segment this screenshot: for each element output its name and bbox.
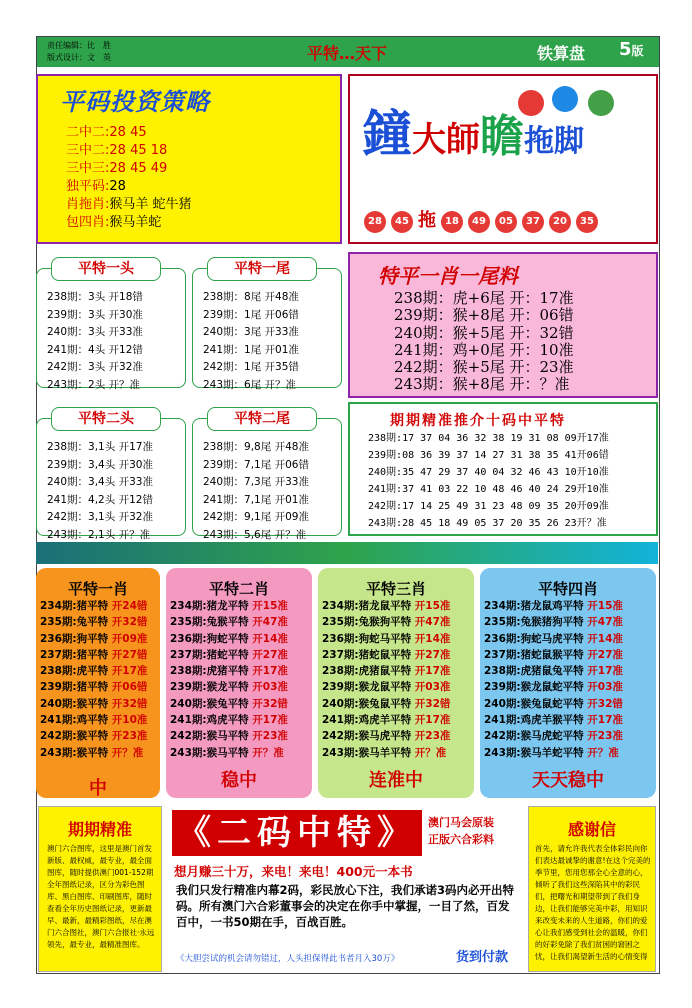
strategy-key: 三中二:: [66, 143, 110, 158]
list-item: 242期：1尾 开35错: [203, 361, 299, 373]
list-item: 239期：猴+8尾 开：06错: [394, 306, 574, 325]
bottom-left-title: 期期精准: [67, 820, 132, 839]
table-row: [170, 614, 288, 630]
table-row: [484, 712, 623, 728]
list-item: 239期：3头 开30准: [47, 308, 143, 321]
row-result: 开17准: [414, 665, 451, 678]
number-ball: 20: [549, 211, 571, 233]
master-logo: 鐘大師瞻拖脚: [362, 105, 584, 163]
row-label: 237期:猪蛇平特: [170, 648, 249, 661]
zodiac-tail-list: [394, 290, 574, 394]
strategy-value: 28 45 18: [109, 143, 168, 158]
table-row: [40, 631, 147, 647]
row-label: 242期:猴马平特: [170, 730, 249, 743]
row-result: 开14准: [414, 632, 451, 645]
list-item: 241期:37 41 03 22 10 48 46 40 24 29开10准: [368, 484, 609, 495]
row-result: 开03准: [252, 681, 288, 694]
table-row: [40, 647, 147, 663]
list-item: 241期：鸡+0尾 开：10准: [394, 340, 574, 359]
row-result: 开14准: [252, 632, 288, 645]
table-row: [484, 663, 623, 679]
row-label: 235期:兔猴狗平特: [322, 616, 412, 629]
ten-code-box: [348, 402, 658, 536]
table-row: [322, 712, 450, 728]
list-item: 243期：5,6尾 开？准: [203, 528, 307, 541]
row-label: 236期:狗蛇马虎平特: [484, 632, 584, 645]
row-result: 开47准: [252, 616, 288, 629]
strategy-key: 独平码:: [66, 179, 110, 194]
row-label: 242期:猴马虎平特: [322, 730, 412, 743]
row-result: 开23准: [587, 730, 623, 743]
divider-stripe: [36, 542, 658, 564]
row-label: 243期:猴马羊平特: [322, 746, 412, 759]
row-label: 237期:猪蛇鼠平特: [322, 648, 412, 661]
row-result: 开23准: [252, 730, 288, 743]
strategy-row: [66, 160, 192, 178]
list-item: 241期：1尾 开01准: [203, 343, 299, 356]
table-row: [322, 631, 450, 647]
row-result: 开10准: [111, 714, 148, 727]
table-row: [484, 647, 623, 663]
green-ball-icon: [588, 90, 614, 116]
pt-two-head-title: 平特二头: [51, 407, 161, 431]
row-result: 开03准: [587, 681, 623, 694]
list-item: 242期：猴+5尾 开：23准: [394, 358, 574, 377]
table-row: [170, 712, 288, 728]
list-item: 242期：3,1头 开32准: [47, 511, 153, 523]
bottom-left-box: [38, 806, 162, 972]
list-item: 241期：7,1尾 开01准: [203, 493, 309, 506]
pt-tail-list: [203, 289, 299, 394]
list-item: 240期：猴+5尾 开：32错: [394, 323, 574, 342]
row-label: 238期:虎猪平特: [170, 665, 249, 678]
list-item: 238期：9,8尾 开48准: [203, 441, 309, 453]
credits: [47, 40, 111, 64]
row-label: 239期:猴龙鼠平特: [322, 681, 412, 694]
list-item: 243期：6尾 开？准: [203, 378, 297, 391]
row-label: 235期:兔猴猪狗平特: [484, 616, 584, 629]
master-box: [348, 74, 658, 244]
two-code-banner: 《二码中特》: [172, 810, 422, 856]
row-label: 239期:猴龙鼠蛇平特: [484, 681, 584, 694]
header-bar: [37, 37, 659, 67]
strategy-box: [36, 74, 342, 244]
zodiac-column: [318, 568, 474, 798]
table-row: [484, 614, 623, 630]
pt-head-title: 平特一头: [51, 257, 161, 281]
row-result: 开17准: [587, 714, 623, 727]
number-ball: 35: [576, 211, 598, 233]
number-ball: 28: [364, 211, 386, 233]
list-item: 243期：2,1头 开？准: [47, 528, 151, 541]
number-ball: 37: [522, 211, 544, 233]
list-item: 238期：3,1头 开17准: [47, 441, 153, 453]
zodiac-column-list: [484, 598, 623, 761]
pt-head-list: [47, 289, 143, 394]
row-label: 242期:猴平特: [40, 730, 109, 743]
row-result: 开27准: [587, 648, 623, 661]
table-row: [40, 728, 147, 744]
list-item: 243期:28 45 18 49 05 37 20 35 26 23开？准: [368, 518, 607, 529]
row-label: 238期:虎猪鼠平特: [322, 665, 412, 678]
list-item: 240期：3,4头 开33准: [47, 476, 153, 488]
pt-head-box: [36, 261, 186, 391]
row-result: 开？准: [587, 746, 619, 759]
list-item: 240期:35 47 29 37 40 04 32 46 43 10开10准: [368, 467, 609, 478]
table-row: [322, 696, 450, 712]
list-item: 240期：3尾 开33准: [203, 326, 299, 338]
table-row: [322, 598, 450, 614]
zodiac-column-title: 平特四肖: [537, 580, 598, 598]
list-item: 239期：7,1尾 开06错: [203, 458, 309, 471]
row-result: 开06错: [111, 681, 148, 694]
row-label: 235期:兔平特: [40, 616, 109, 629]
row-label: 240期:猴兔鼠平特: [322, 697, 412, 710]
row-label: 238期:虎平特: [40, 665, 109, 678]
row-result: 开？准: [414, 746, 447, 759]
list-item: 243期：猴+8尾 开：？准: [394, 375, 570, 394]
row-label: 243期:猴马平特: [170, 746, 249, 759]
table-row: [40, 614, 147, 630]
list-item: 238期：虎+6尾 开：17准: [394, 289, 574, 307]
header-brand: 铁算盘: [537, 44, 586, 63]
zodiac-tail-title: 特平一肖一尾料: [378, 264, 518, 288]
strategy-value: 猴马羊蛇: [109, 215, 162, 230]
table-row: [170, 598, 288, 614]
bottom-left-text: 澳门六合图库，这里是澳门首发新版、最权威，最专业，最全面图库，随时提供澳门001-152期全年图纸记录，区分为彩色图库、黑白图库、印刷图库，随时查看全年历史图纸记录，更新最早、最新，最精彩图纸，尽在澳门六合图社，澳门六合报社·永远领先，最专业，最精准图库。: [47, 844, 155, 949]
zodiac-column-title: 平特二肖: [208, 580, 269, 598]
ad-side-text: 澳门马会原装 正版六合彩料: [428, 816, 494, 846]
table-row: [484, 598, 623, 614]
list-item: 238期：3头 开18错: [47, 291, 143, 303]
zodiac-column-title: 平特一肖: [67, 580, 128, 598]
row-result: 开27准: [252, 648, 288, 661]
pt-two-head-box: [36, 411, 186, 541]
ten-code-title: 期期精准推介十码中平特: [390, 413, 566, 429]
list-item: 238期:17 37 04 36 32 38 19 31 08 09开17准: [368, 433, 609, 444]
row-label: 234期:猪龙鼠鸡平特: [484, 600, 584, 612]
row-result: 开17准: [587, 665, 623, 678]
table-row: [170, 696, 288, 712]
row-label: 238期:虎猪鼠兔平特: [484, 665, 584, 678]
pt-two-tail-box: [192, 411, 342, 541]
row-label: 240期:猴平特: [40, 697, 109, 710]
table-row: [40, 663, 147, 679]
row-label: 240期:猴兔鼠蛇平特: [484, 697, 584, 710]
designer-credit: 版式设计：文 英: [47, 53, 111, 62]
row-result: 开？准: [111, 746, 144, 759]
row-label: 234期:猪龙平特: [170, 600, 249, 612]
zodiac-column-title: 平特三肖: [365, 580, 426, 598]
table-row: [170, 679, 288, 695]
table-row: [40, 745, 147, 761]
zodiac-column: [166, 568, 312, 798]
list-item: 239期:08 36 39 37 14 27 31 38 35 41开06错: [368, 450, 609, 461]
tuo-label: 拖: [418, 210, 436, 231]
ad-paragraph: 我们只发行精准内幕2码，彩民放心下注，我们承诺3码内必开出特码。所有澳门六合彩董事会的决定在你手中掌握，一目了然，百发百中，一书50期在手，百战百胜。: [176, 883, 514, 929]
zodiac-column-list: [322, 598, 450, 761]
number-ball: 45: [391, 211, 413, 233]
row-result: 开23准: [111, 730, 148, 743]
table-row: [322, 679, 450, 695]
row-label: 239期:猴龙平特: [170, 681, 249, 694]
list-item: 242期：9,1尾 开09准: [203, 511, 309, 523]
row-result: 开17准: [252, 665, 288, 678]
table-row: [484, 696, 623, 712]
table-row: [40, 598, 147, 614]
row-result: 开32错: [111, 697, 148, 710]
row-result: 开15准: [587, 600, 623, 612]
row-label: 236期:狗蛇马平特: [322, 632, 412, 645]
zodiac-column-tag: 中: [89, 778, 107, 799]
list-item: 239期：1尾 开06错: [203, 308, 299, 321]
thanks-title: 感谢信: [567, 820, 616, 839]
number-ball: 18: [441, 211, 463, 233]
strategy-row: [66, 196, 192, 214]
strategy-value: 猴马羊 蛇牛猪: [109, 197, 192, 212]
thanks-text: 首先，请允许我代表全体彩民向你们表达最诚挚的谢意!在这个完美的季节里，您用您那全心全意的心，倾听了我们这些深陷其中的彩民们，把曙光和期望带到了我们身边，让我们能够完美中彩，用知识来改变未来的人生道路，你们的爱心让我们感受到社会的温暖，你们的好彩免除了我们贫困的窘困之忧，让我们渴望新生活的心情变得: [535, 844, 651, 961]
list-item: 240期：3头 开33准: [47, 326, 143, 338]
table-row: [40, 712, 147, 728]
row-result: 开03准: [414, 681, 451, 694]
ad-promo: 想月赚三十万，来电！来电！400元一本书: [174, 864, 413, 879]
table-row: [484, 679, 623, 695]
list-item: 240期：7,3尾 开33准: [203, 476, 309, 488]
strategy-key: 三中三:: [66, 161, 110, 176]
row-result: 开32错: [252, 697, 288, 710]
row-result: 开47准: [587, 616, 623, 629]
row-label: 237期:猪蛇鼠猴平特: [484, 648, 584, 661]
pt-tail-title: 平特一尾: [207, 257, 317, 281]
table-row: [170, 647, 288, 663]
row-label: 243期:猴马羊蛇平特: [484, 746, 584, 759]
cash-on-delivery: 货到付款: [456, 950, 509, 965]
row-result: 开17准: [111, 665, 148, 678]
strategy-value: 28 45 49: [109, 161, 168, 176]
pt-tail-box: [192, 261, 342, 391]
row-result: 开32错: [587, 697, 623, 710]
row-result: 开15准: [252, 600, 288, 612]
table-row: [170, 728, 288, 744]
strategy-title: 平码投资策略: [60, 88, 210, 116]
row-result: 开32错: [111, 616, 148, 629]
row-label: 241期:鸡平特: [40, 714, 109, 727]
strategy-key: 二中二:: [66, 125, 110, 140]
row-label: 236期:狗平特: [40, 632, 109, 645]
zodiac-column-list: [170, 598, 288, 761]
zodiac-tail-box: [348, 252, 658, 398]
table-row: [322, 663, 450, 679]
header-title: 平特…天下: [307, 44, 388, 63]
row-label: 236期:狗蛇平特: [170, 632, 249, 645]
row-result: 开15准: [414, 600, 451, 612]
table-row: [322, 745, 450, 761]
row-result: 开09准: [111, 632, 148, 645]
list-item: 241期：4,2头 开12错: [47, 493, 153, 506]
row-result: 开17准: [252, 714, 288, 727]
list-item: 242期:17 14 25 49 31 23 48 09 35 20开09准: [368, 501, 609, 512]
row-result: 开27错: [111, 648, 148, 661]
strategy-row: [66, 178, 192, 196]
table-row: [170, 631, 288, 647]
row-label: 237期:猪平特: [40, 648, 109, 661]
table-row: [484, 745, 623, 761]
strategy-key: 包四肖:: [66, 215, 110, 230]
zodiac-column-list: [40, 598, 147, 761]
table-row: [322, 728, 450, 744]
row-result: 开23准: [414, 730, 451, 743]
zodiac-column: [36, 568, 160, 798]
table-row: [322, 647, 450, 663]
row-result: 开？准: [252, 746, 284, 759]
row-result: 开14准: [587, 632, 623, 645]
row-result: 开17准: [414, 714, 451, 727]
table-row: [40, 696, 147, 712]
table-row: [322, 614, 450, 630]
row-label: 234期:猪平特: [40, 600, 109, 612]
row-label: 239期:猪平特: [40, 681, 109, 694]
row-label: 241期:鸡虎平特: [170, 714, 249, 727]
zodiac-column-tag: 连准中: [369, 770, 423, 791]
list-item: 239期：3,4头 开30准: [47, 458, 153, 471]
strategy-value: 28 45: [109, 125, 147, 140]
strategy-lines: [66, 124, 192, 232]
zodiac-column: [480, 568, 656, 798]
strategy-row: [66, 142, 192, 160]
ten-code-list: [368, 430, 609, 532]
row-result: 开27准: [414, 648, 451, 661]
two-code-ad: [166, 806, 524, 972]
page-number: 5版: [619, 39, 644, 60]
list-item: 242期：3头 开32准: [47, 361, 143, 373]
row-label: 242期:猴马虎蛇平特: [484, 730, 584, 743]
strategy-row: [66, 214, 192, 232]
zodiac-column-tag: 天天稳中: [532, 770, 604, 791]
row-result: 开24错: [111, 600, 148, 612]
master-balls: [364, 206, 603, 233]
table-row: [40, 679, 147, 695]
zodiac-column-tag: 稳中: [221, 770, 257, 791]
list-item: 241期：4头 开12错: [47, 343, 143, 356]
table-row: [170, 663, 288, 679]
table-row: [484, 631, 623, 647]
editor-credit: 责任编辑：比 胜: [47, 41, 111, 50]
strategy-key: 肖拖肖:: [66, 197, 110, 212]
strategy-value: 28: [109, 179, 126, 194]
list-item: 238期：8尾 开48准: [203, 291, 299, 303]
row-result: 开32错: [414, 697, 451, 710]
strategy-row: [66, 124, 192, 142]
row-label: 235期:兔猴平特: [170, 616, 249, 629]
row-result: 开47准: [414, 616, 451, 629]
table-row: [484, 728, 623, 744]
row-label: 243期:猴平特: [40, 746, 109, 759]
ad-footnote: 《大胆尝试的机会请勿错过，人头担保得此书者月入30万》: [176, 954, 400, 964]
number-ball: 49: [468, 211, 490, 233]
row-label: 234期:猪龙鼠平特: [322, 600, 412, 612]
row-label: 241期:鸡虎羊猴平特: [484, 714, 584, 727]
table-row: [170, 745, 288, 761]
list-item: 243期：2头 开？准: [47, 378, 141, 391]
bottom-right-box: [528, 806, 656, 972]
row-label: 240期:猴兔平特: [170, 697, 249, 710]
number-ball: 05: [495, 211, 517, 233]
pt-two-tail-list: [203, 439, 309, 544]
row-label: 241期:鸡虎羊平特: [322, 714, 412, 727]
pt-two-tail-title: 平特二尾: [207, 407, 317, 431]
pt-two-head-list: [47, 439, 153, 544]
